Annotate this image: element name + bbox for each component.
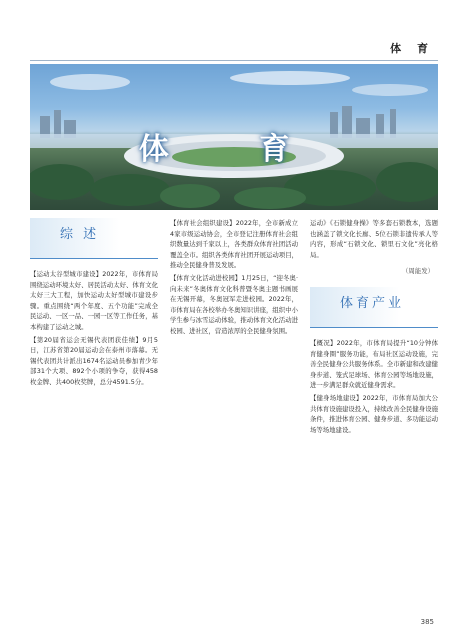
paragraph: 【第20届省运会无锡代表团获佳绩】9月5日，江苏省第20届运动会在泰州市落幕。无锡代表团共计派出1674名运动员参加青少年部31个大项、892个小项的争夺，获得458枚金牌、共400枚奖牌，总分4591.5分。 <box>30 335 158 386</box>
paragraph: 【体育文化活动进校园】1月25日，“迎冬奥·向未来”冬奥体育文化科普暨冬奥主题书画展在无锡开幕，冬奥冠军走进校园。2022年，市体育局在各校举办冬奥知识讲座，组织中小学生参与冰雪运动体验，推动体育文化活动进校园、进社区，营造浓厚的全民健身氛围。 <box>170 273 298 335</box>
paragraph: 【概况】2022年，市体育局提升“10分钟体育健身圈”服务功能，布局社区运动设施，完善全民健身公共服务体系。全市新建和改建健身步道、笼式足球场、体育公园等场地设施，进一步满足群众就近健身需求。 <box>310 338 438 390</box>
section-title-industry: 体育产业 <box>340 295 405 311</box>
paragraph: 运动》《石锁健身操》等多套石锁教本，选题也涵盖了锁文化长廊、5位石锁非遗传承人等内容，形成“石锁文化、锁里石文化”亮化格局。 <box>310 219 438 259</box>
paragraph: 【体育社会组织建设】2022年，全市新成立4家市级运动协会，全市登记注册体育社会组织数量达到千家以上，各类群众体育社团活动覆盖全市。组织各类体育社团开展运动项目，推动全民健身普及发展。 <box>170 219 298 270</box>
hero-image <box>30 64 438 210</box>
column-1 <box>30 218 158 390</box>
section-banner-industry <box>310 287 438 328</box>
header-rule <box>30 60 438 61</box>
section-title-overview: 综 述 <box>60 227 100 242</box>
hero-title: 体 育 <box>138 132 330 167</box>
page-number: 385 <box>420 618 434 626</box>
source-note: （周能发） <box>402 267 434 276</box>
column-3 <box>310 218 438 437</box>
column-2 <box>170 218 298 339</box>
paragraph: 【健身场地建设】2022年，市体育局加大公共体育设施建设投入，持续改善全民健身设施条件，推进体育公园、健身步道、多功能运动场等场地建设。 <box>310 393 438 434</box>
paragraph: 【运动太谷型城市建设】2022年，市体育局围绕运动环境太好、居民活动太好、体育文化太好三大工程，加快运动太好型城市建设步骤。重点围绕“两个年度、五个功能”完成全民运动、一区一品、一园一区等工作任务，基本构建了运动之城。 <box>30 270 158 331</box>
section-banner-overview <box>30 218 158 259</box>
header-title: 体 育 <box>390 42 434 55</box>
